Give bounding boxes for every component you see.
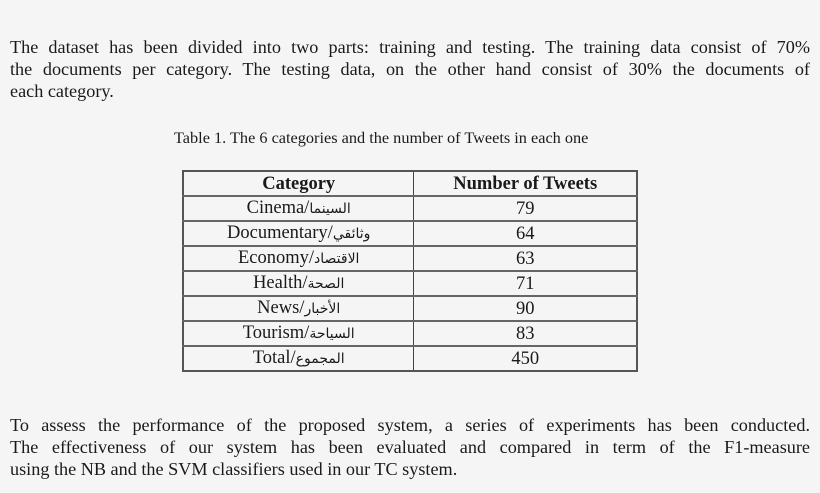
table-row: [183, 296, 637, 321]
closing-paragraph: [10, 414, 810, 480]
category-english: Economy/: [237, 248, 315, 268]
count-cell: 90: [414, 296, 637, 321]
category-cell: [183, 246, 414, 271]
count-cell: 79: [414, 196, 637, 221]
intro-line-1: The dataset has been divided into two parts: training and testing. The training data consist of 70%: [10, 37, 810, 57]
category-english: News/: [257, 298, 305, 318]
count-cell: 71: [414, 271, 637, 296]
table-row: [183, 246, 637, 271]
category-cell: [183, 296, 414, 321]
table-row-total: [183, 346, 637, 371]
table-row: [183, 271, 637, 296]
category-arabic: الأخبار: [304, 301, 341, 317]
count-cell: 63: [414, 246, 637, 271]
count-cell: 83: [414, 321, 637, 346]
category-english: Health/: [253, 273, 308, 293]
intro-line-2: the documents per category. The testing data, on the other hand consist of 30% the documents of: [10, 59, 810, 79]
table-row: [183, 196, 637, 221]
count-cell: 64: [414, 221, 637, 246]
header-category: Category: [183, 171, 414, 196]
category-arabic: الاقتصاد: [314, 251, 360, 267]
closing-line-1: To assess the performance of the proposed system, a series of experiments has been conducted.: [10, 415, 810, 435]
closing-line-3: using the NB and the SVM classifiers used in our TC system.: [10, 459, 458, 479]
intro-line-3: each category.: [10, 81, 114, 101]
category-cell: [183, 346, 414, 371]
category-cell: [183, 221, 414, 246]
categories-table: [182, 170, 638, 372]
category-arabic: المجموع: [295, 351, 345, 367]
closing-line-2: The effectiveness of our system has been evaluated and compared in term of the F1-measure: [10, 437, 810, 457]
table-caption: Table 1. The 6 categories and the number of Tweets in each one: [174, 128, 589, 147]
category-arabic: وثائقي: [332, 226, 371, 242]
category-english: Cinema/: [246, 198, 310, 218]
table-row: [183, 321, 637, 346]
category-cell: [183, 196, 414, 221]
category-arabic: السينما: [309, 201, 351, 217]
category-cell: [183, 321, 414, 346]
table-row: [183, 221, 637, 246]
category-english: Documentary/: [227, 223, 333, 243]
count-cell: 450: [414, 346, 637, 371]
category-cell: [183, 271, 414, 296]
category-english: Tourism/: [242, 323, 310, 343]
category-english: Total/: [252, 348, 296, 368]
category-arabic: الصحة: [307, 276, 345, 292]
category-arabic: السياحة: [309, 326, 355, 342]
table-header-row: [183, 171, 637, 196]
header-number-of-tweets: Number of Tweets: [414, 171, 637, 196]
intro-paragraph: [10, 36, 810, 102]
